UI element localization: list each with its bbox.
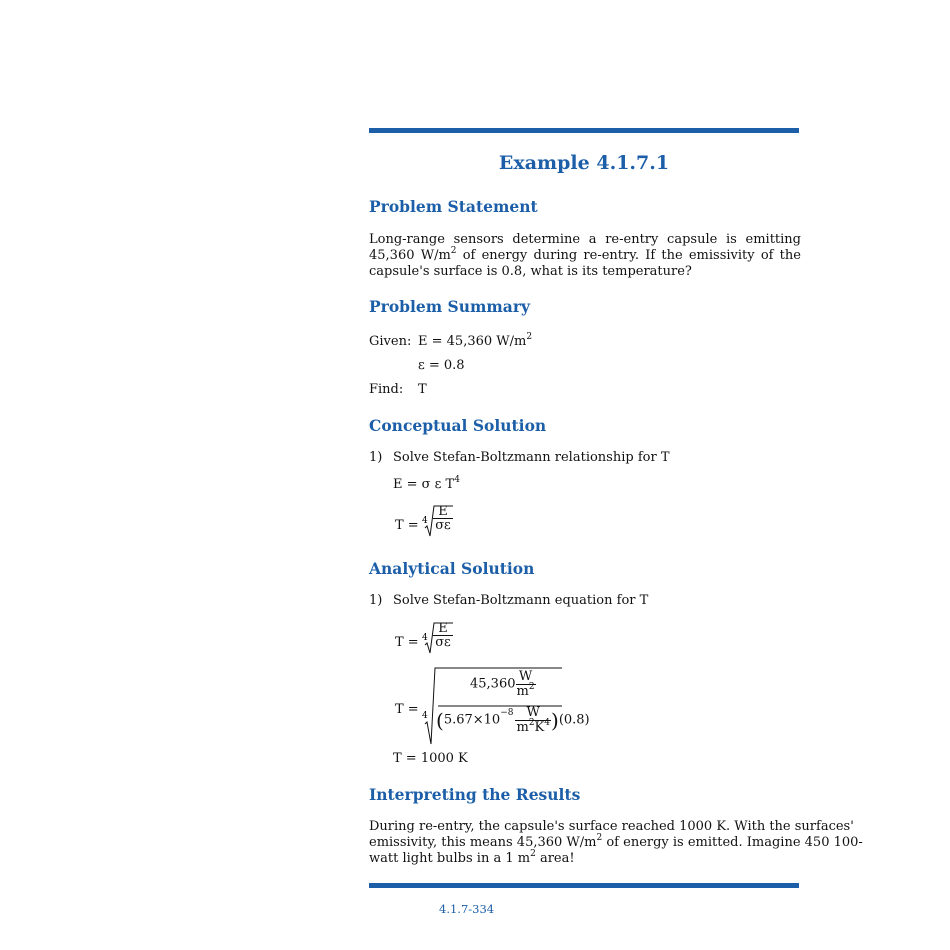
interpreting-heading: Interpreting the Results bbox=[369, 785, 581, 804]
bottom-rule bbox=[369, 883, 799, 888]
analytical-step-number: 1) bbox=[369, 593, 383, 608]
conceptual-step-number: 1) bbox=[369, 450, 383, 465]
analytical-equation-1-lhs: T = bbox=[395, 635, 419, 650]
root-index-text: 4 bbox=[422, 633, 428, 643]
page-number: 4.1.7-334 bbox=[439, 902, 495, 916]
conceptual-equation-2-lhs: T = bbox=[395, 518, 419, 533]
conceptual-solution-heading: Conceptual Solution bbox=[369, 416, 547, 435]
root-index-text: 4 bbox=[422, 516, 428, 526]
root-index-text: 4 bbox=[422, 711, 428, 721]
problem-statement-text: Long-range sensors determine a re-entry capsule is emitting 45,360 $W/m^2$ of energy during re-entry. If the emissivity of the capsule's surface is 0.8, what is its temperature? bbox=[369, 232, 801, 279]
big-numerator: 45,360 $\frac{W}{m^2}$ bbox=[470, 669, 535, 699]
problem-statement-heading: Problem Statement bbox=[369, 197, 538, 216]
problem-summary-heading: Problem Summary bbox=[369, 297, 531, 316]
analytical-equation-2-lhs: T = bbox=[395, 702, 419, 717]
find-label: Find: bbox=[369, 382, 404, 397]
interpreting-text: During re-entry, the capsule's surface reached 1000 K. With the surfaces' emissivity, this means 45,360 $W/m^2$ of energy is emitted. Imagine 450 100- watt light bulbs in a 1 $m^2$ area! bbox=[369, 819, 863, 866]
conceptual-fraction: E σε bbox=[433, 505, 453, 533]
given-label: Given: bbox=[369, 334, 412, 349]
conceptual-step-text: Solve Stefan-Boltzmann relationship for T bbox=[393, 450, 670, 465]
analytical-solution-heading: Analytical Solution bbox=[369, 559, 535, 578]
example-title: Example 4.1.7.1 bbox=[498, 152, 670, 174]
given-emissivity: ε = 0.8 bbox=[418, 358, 465, 373]
analytical-result: T = 1000 K bbox=[393, 751, 468, 766]
big-denominator: ($5.67\times 10^{-8}$ $\frac{W}{m^2K^4}$ )(0.8) bbox=[436, 705, 590, 735]
conceptual-equation-1: E = σ ε $T^4$ bbox=[393, 474, 460, 492]
given-energy: E = 45,360 $W/m^2$ bbox=[418, 331, 533, 349]
top-rule bbox=[369, 128, 799, 133]
analytical-fraction-1: E σε bbox=[433, 622, 453, 650]
analytical-step-text: Solve Stefan-Boltzmann equation for T bbox=[393, 593, 649, 608]
find-value: T bbox=[418, 382, 427, 397]
